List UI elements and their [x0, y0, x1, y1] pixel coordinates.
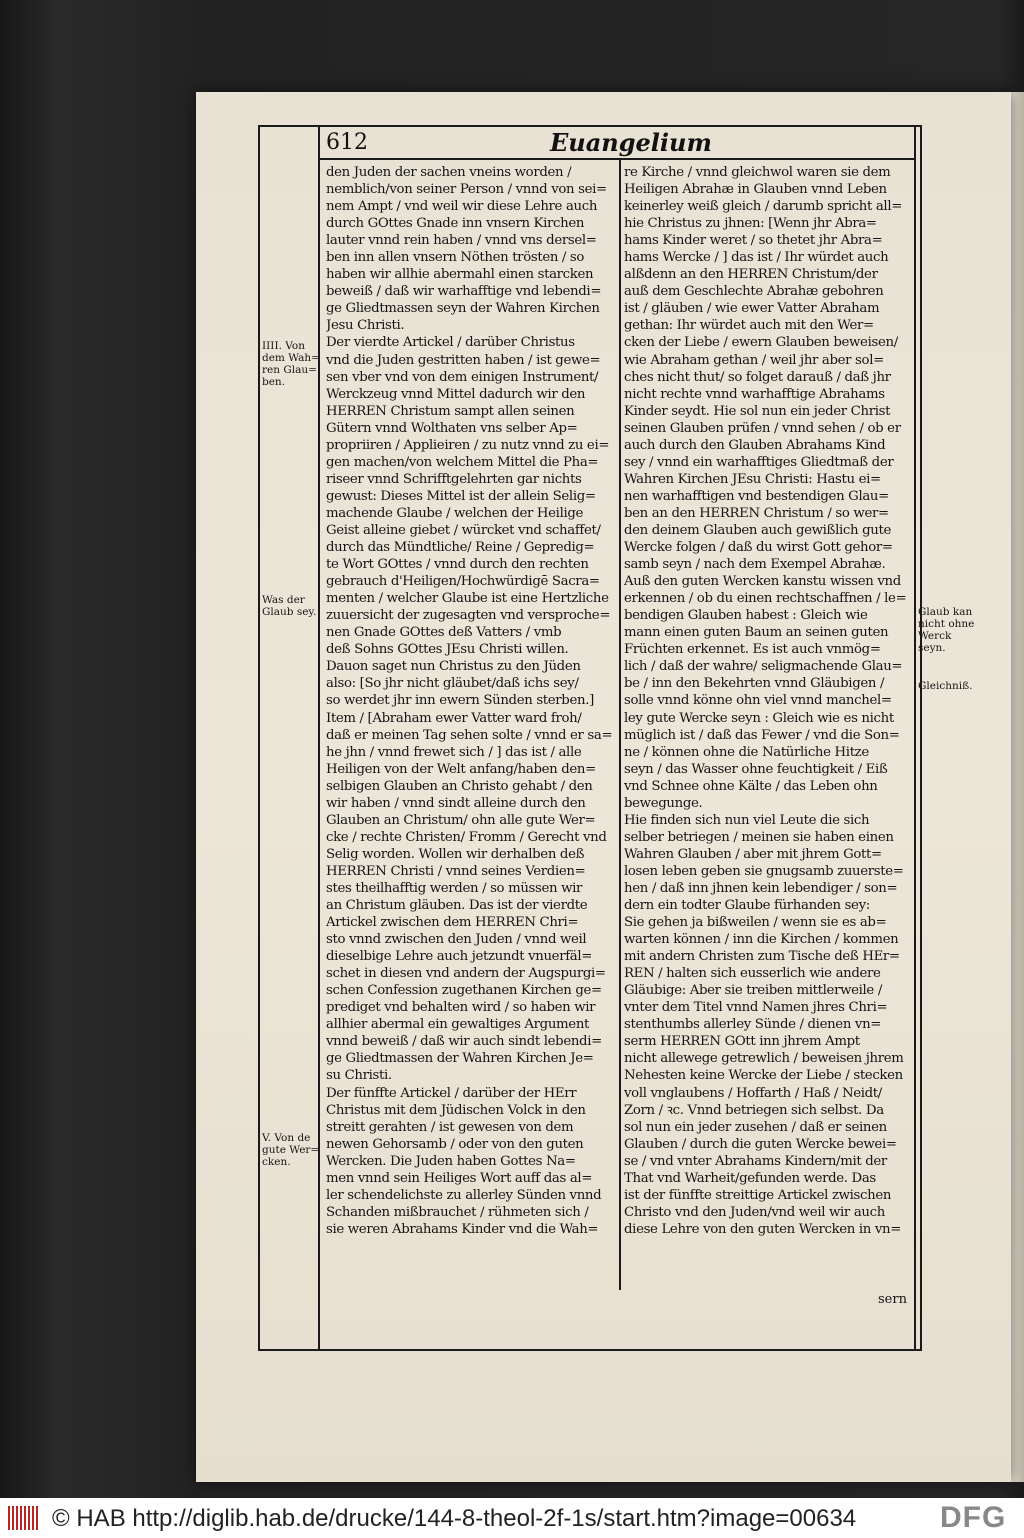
- text-line: diese Lehre von den guten Wercken in vn=: [624, 1221, 902, 1237]
- text-line: seyn / das Wasser ohne feuchtigkeit / Eiß: [624, 761, 888, 777]
- text-line: lauter vnnd rein haben / vnnd vns dersel=: [326, 233, 597, 249]
- text-line: Wahren Glauben / aber mit jhrem Gott=: [624, 846, 882, 862]
- text-line: ist / gläuben / wie ewer Vatter Abraham: [624, 301, 880, 317]
- text-line: menten / welcher Glaube ist eine Hertzliche: [326, 591, 609, 607]
- text-line: durch GOttes Gnade inn vnsern Kirchen: [326, 216, 585, 232]
- text-line: Werckzeug vnnd Mittel dadurch wir den: [326, 386, 586, 402]
- text-line: hen / daß inn jhnen kein lebendiger / son=: [624, 880, 898, 896]
- text-line: ge Gliedtmassen seyn der Wahren Kirchen: [326, 301, 600, 317]
- text-line: erkennen / ob du einen rechtschaffnen / le=: [624, 591, 907, 607]
- text-line: nen warhafftigen vnd bestendigen Glau=: [624, 488, 889, 504]
- text-line: sie weren Abrahams Kinder vnd die Wah=: [326, 1221, 599, 1237]
- text-line: he jhn / vnnd frewet sich / ] das ist / alle: [326, 744, 582, 760]
- text-line: so werdet jhr inn ewern Sünden sterben.]: [326, 693, 594, 709]
- text-line: an Christum gläuben. Das ist der vierdte: [326, 898, 588, 914]
- text-line: REN / halten sich eusserlich wie andere: [624, 966, 881, 982]
- text-line: nicht allewege getrewlich / beweisen jhrem: [624, 1051, 904, 1067]
- text-line: Hie finden sich nun viel Leute die sich: [624, 812, 870, 828]
- text-line: durch das Mündtliche/ Reine / Gepredig=: [326, 540, 595, 556]
- text-line: deß Sohns GOttes JEsu Christi willen.: [326, 642, 569, 658]
- text-line: be / inn den Bekehrten vnnd Gläubigen /: [624, 676, 885, 692]
- text-line: dieselbige Lehre auch jetzundt vnuerfäl=: [326, 949, 593, 965]
- text-line: stenthumbs allerley Sünde / dienen vn=: [624, 1017, 882, 1033]
- text-line: keinerley weiß gleich / darumb spricht all=: [624, 199, 903, 215]
- text-line: newen Gehorsamb / oder von den guten: [326, 1136, 584, 1152]
- text-line: wir haben / vnnd sindt alleine durch den: [326, 795, 586, 811]
- text-line: stes theilhafftig werden / so müssen wir: [326, 880, 583, 896]
- text-column-right: [624, 164, 914, 1238]
- text-line: sto vnnd zwischen den Juden / vnnd weil: [326, 932, 587, 948]
- text-line: Wercke folgen / daß du wirst Gott gehor=: [624, 540, 893, 556]
- text-line: den deinem Glauben auch gewißlich gute: [624, 522, 891, 538]
- text-line: Geist alleine giebet / würcket vnd schaffet/: [326, 522, 601, 538]
- text-line: Christo vnd den Juden/vnd weil wir auch: [624, 1204, 885, 1220]
- text-line: ne / können ohne die Natürliche Hitze: [624, 744, 869, 760]
- text-line: ches nicht thut/ so folget darauß / daß jhr: [624, 369, 891, 385]
- text-line: sol nun ein jeder zusehen / daß er seinen: [624, 1119, 887, 1135]
- margin-rule-right: [914, 125, 916, 1349]
- text-line: samb seyn / nach dem Exempel Abrahæ.: [624, 557, 886, 573]
- text-line: Gläubige: Aber sie treiben mittlerweile /: [624, 983, 882, 999]
- text-line: gen machen/von welchem Mittel die Pha=: [326, 454, 599, 470]
- text-line: Item / [Abraham ewer Vatter ward froh/: [326, 710, 582, 726]
- margin-note-gleichnis: Gleichniß.: [918, 680, 973, 692]
- text-line: Früchten erkennet. Es ist auch vnmög=: [624, 642, 881, 658]
- text-line: gethan: Ihr würdet auch mit den Wer=: [624, 318, 874, 334]
- text-line: bewegunge.: [624, 795, 703, 811]
- text-line: sen vber vnd von dem einigen Instrument/: [326, 369, 599, 385]
- text-line: cke / rechte Christen/ Fromm / Gerecht vnd: [326, 829, 607, 845]
- text-line: selbigen Glauben an Christo gehabt / den: [326, 778, 593, 794]
- text-line: sey / vnnd ein warhafftiges Gliedtmaß der: [624, 454, 894, 470]
- text-line: auch durch den Glauben Abrahams Kind: [624, 437, 886, 453]
- text-line: propriiren / Applieiren / zu nutz vnnd zu ei=: [326, 437, 610, 453]
- text-line: ley gute Wercke seyn : Gleich wie es nicht: [624, 710, 894, 726]
- running-title: Euangelium: [550, 128, 712, 157]
- text-line: machende Glaube / welchen der Heilige: [326, 505, 584, 521]
- dfg-logo: DFG: [940, 1501, 1007, 1534]
- text-line: That vnd Warheit/gefunden werde. Das: [624, 1170, 876, 1186]
- text-line: ler schendelichste zu allerley Sünden vnnd: [326, 1187, 602, 1203]
- text-line: Jesu Christi.: [326, 318, 405, 334]
- text-line: Schanden mißbrauchet / rühmeten sich /: [326, 1204, 589, 1220]
- text-line: Artickel zwischen dem HERREN Chri=: [326, 915, 579, 931]
- page-number: 612: [326, 130, 368, 155]
- margin-note-iiii: IIII. Von dem Wah= ren Glau= ben.: [262, 340, 320, 388]
- catchword: sern: [878, 1292, 907, 1307]
- text-line: prediget vnd behalten wird / so haben wir: [326, 1000, 596, 1016]
- text-line: mann einen guten Baum an seinen guten: [624, 625, 889, 641]
- text-line: ben inn allen vnsern Nöthen trösten / so: [326, 250, 585, 266]
- text-line: auß dem Geschlechte Abrahæ gebohren: [624, 284, 884, 300]
- text-line: vnd Schnee ohne Kälte / das Leben ohn: [624, 778, 878, 794]
- text-line: losen leben geben sie gnugsamb zuuerste=: [624, 863, 904, 879]
- text-line: te Wort GOttes / vnnd durch den rechten: [326, 557, 589, 573]
- text-line: Wercken. Die Juden haben Gottes Na=: [326, 1153, 576, 1169]
- text-line: Christus mit dem Jüdischen Volck in den: [326, 1102, 586, 1118]
- text-line: beweiß / daß wir warhafftige vnd lebendi=: [326, 284, 602, 300]
- text-line: hams Wercke / ] das ist / Ihr würdet auch: [624, 250, 889, 266]
- text-line: Heiligen Abrahæ in Glauben vnnd Leben: [624, 182, 887, 198]
- text-line: selber betriegen / meinen sie haben einen: [624, 829, 894, 845]
- text-line: vnd die Juden gestritten haben / ist gewe=: [326, 352, 601, 368]
- text-line: also: [So jhr nicht gläubet/daß ichs sey/: [326, 676, 579, 692]
- text-line: gebrauch d'Heiligen/Hochwürdigē Sacra=: [326, 574, 600, 590]
- text-line: Der fünffte Artickel / darüber der HErr: [326, 1085, 577, 1101]
- text-line: hams Kinder weret / so thetet jhr Abra=: [624, 233, 883, 249]
- text-line: warten können / inn die Kirchen / kommen: [624, 932, 899, 948]
- margin-note-glaub-kan: Glaub kan nicht ohne Werck seyn.: [918, 606, 975, 654]
- text-line: cken der Liebe / ewern Glauben beweisen/: [624, 335, 898, 351]
- text-line: voll vnglaubens / Hoffarth / Haß / Neidt/: [624, 1085, 882, 1101]
- text-line: Der vierdte Artickel / darüber Christus: [326, 335, 575, 351]
- text-line: Auß den guten Wercken kanstu wissen vnd: [624, 574, 901, 590]
- text-line: lich / daß der wahre/ seligmachende Glau=: [624, 659, 903, 675]
- text-line: seinen Glauben prüfen / vnnd sehen / ob er: [624, 420, 901, 436]
- text-line: HERREN Christi / vnnd seines Verdien=: [326, 863, 586, 879]
- text-line: se / vnd vnter Abrahams Kindern/mit der: [624, 1153, 887, 1169]
- text-line: ben an den HERREN Christum / so wer=: [624, 505, 889, 521]
- text-line: HERREN Christum sampt allen seinen: [326, 403, 575, 419]
- text-line: Dauon saget nun Christus zu den Jüden: [326, 659, 581, 675]
- copyright-link[interactable]: © HAB http://diglib.hab.de/drucke/144-8-theol-2f-1s/start.htm?image=00634: [52, 1505, 857, 1532]
- margin-note-glaub: Was der Glaub sey.: [262, 594, 317, 618]
- text-line: allhier abermal ein gewaltiges Argument: [326, 1017, 590, 1033]
- text-line: Glauben an Christum/ ohn alle gute Wer=: [326, 812, 596, 828]
- text-line: wie Abraham gethan / weil jhr aber sol=: [624, 352, 884, 368]
- text-line: Kinder seydt. Hie sol nun ein jeder Christ: [624, 403, 891, 419]
- text-line: Heiligen von der Welt anfang/haben den=: [326, 761, 596, 777]
- text-line: Wahren Kirchen JEsu Christi: Hastu ei=: [624, 471, 881, 487]
- text-line: men vnnd sein Heiliges Wort auff das al=: [326, 1170, 593, 1186]
- text-line: Glauben / durch die guten Wercke bewei=: [624, 1136, 897, 1152]
- text-line: den Juden der sachen vneins worden /: [326, 165, 572, 180]
- text-line: schen Confession zugethanen Kirchen ge=: [326, 983, 602, 999]
- text-line: zuuersicht der zugesagten vnd versproche=: [326, 608, 611, 624]
- text-line: hie Christus zu jhnen: [Wenn jhr Abra=: [624, 216, 877, 232]
- text-line: riseer vnnd Schrifftgelehrten gar nichts: [326, 471, 582, 487]
- text-line: vnnd beweiß / daß wir auch sindt lebendi=: [326, 1034, 602, 1050]
- text-line: Sie gehen ja bißweilen / wenn sie es ab=: [624, 915, 887, 931]
- margin-note-v: V. Von de gute Wer= cken.: [262, 1132, 320, 1168]
- text-line: vnter dem Titel vnnd Namen jhres Chri=: [624, 1000, 888, 1016]
- text-line: alßdenn an den HERREN Christum/der: [624, 267, 878, 283]
- text-line: nem Ampt / vnd weil wir diese Lehre auch: [326, 199, 598, 215]
- text-line: serm HERREN GOtt inn jhrem Ampt: [624, 1034, 860, 1050]
- text-line: solle vnnd könne ohn viel vnnd manchel=: [624, 693, 892, 709]
- header-rule: [318, 158, 916, 160]
- text-line: gewust: Dieses Mittel ist der allein Selig=: [326, 488, 596, 504]
- text-column-left: [326, 164, 616, 1238]
- text-line: nicht rechte vnnd warhafftige Abrahams: [624, 386, 885, 402]
- text-line: dern ein todter Glaube fürhanden sey:: [624, 898, 870, 914]
- hab-logo-icon: [8, 1506, 40, 1530]
- column-rule-middle: [619, 160, 621, 1290]
- text-line: daß er meinen Tag sehen solte / vnnd er sa=: [326, 727, 613, 743]
- text-line: Zorn / ꝛc. Vnnd betriegen sich selbst. Da: [624, 1102, 884, 1118]
- text-line: ist der fünffte streittige Artickel zwischen: [624, 1187, 892, 1203]
- text-line: streitt gerahten / ist gewesen von dem: [326, 1119, 574, 1135]
- text-line: Nehesten keine Wercke der Liebe / stecken: [624, 1068, 903, 1084]
- text-line: nen Gnade GOttes deß Vatters / vmb: [326, 625, 562, 641]
- text-line: re Kirche / vnnd gleichwol waren sie dem: [624, 165, 891, 180]
- text-line: nemblich/von seiner Person / vnnd von sei=: [326, 182, 607, 198]
- text-line: su Christi.: [326, 1068, 392, 1084]
- text-line: schet in diesen vnd andern der Augspurgi=: [326, 966, 606, 982]
- text-line: Gütern vnnd Wolthaten vns selber Ap=: [326, 420, 578, 436]
- text-line: mit andern Christen zum Tische deß HEr=: [624, 949, 900, 965]
- text-line: haben wir allhie abermahl einen starcken: [326, 267, 594, 283]
- text-line: bendigen Glauben habest : Gleich wie: [624, 608, 868, 624]
- text-line: ge Gliedtmassen der Wahren Kirchen Je=: [326, 1051, 594, 1067]
- text-line: Selig worden. Wollen wir derhalben deß: [326, 846, 585, 862]
- text-line: müglich ist / daß das Fewer / vnd die Son=: [624, 727, 900, 743]
